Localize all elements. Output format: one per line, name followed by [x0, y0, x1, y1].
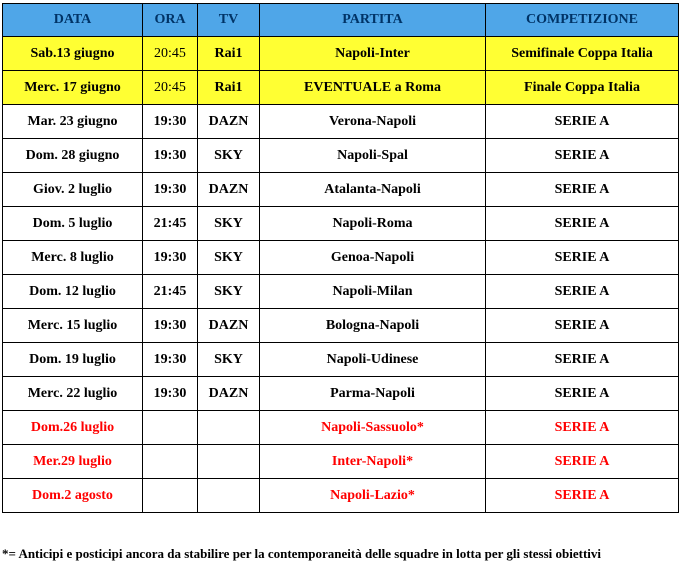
table-row: [3, 37, 679, 71]
cell-partita: Napoli-Roma: [260, 207, 486, 241]
cell-ora: 21:45: [143, 207, 198, 241]
cell-ora: 19:30: [143, 105, 198, 139]
cell-partita: Napoli-Milan: [260, 275, 486, 309]
cell-competizione: SERIE A: [486, 173, 679, 207]
cell-ora: [143, 479, 198, 513]
cell-data: Giov. 2 luglio: [3, 173, 143, 207]
table-row: [3, 207, 679, 241]
cell-ora: 21:45: [143, 275, 198, 309]
cell-competizione: SERIE A: [486, 241, 679, 275]
cell-data: Merc. 15 luglio: [3, 309, 143, 343]
table-row: [3, 139, 679, 173]
cell-data: Merc. 22 luglio: [3, 377, 143, 411]
cell-data: Sab.13 giugno: [3, 37, 143, 71]
table-row: [3, 275, 679, 309]
cell-tv: SKY: [198, 275, 260, 309]
cell-competizione: SERIE A: [486, 309, 679, 343]
table-row: [3, 173, 679, 207]
cell-competizione: SERIE A: [486, 139, 679, 173]
cell-data: Mer.29 luglio: [3, 445, 143, 479]
cell-ora: 20:45: [143, 71, 198, 105]
cell-tv: DAZN: [198, 105, 260, 139]
cell-ora: 20:45: [143, 37, 198, 71]
cell-competizione: SERIE A: [486, 343, 679, 377]
cell-ora: 19:30: [143, 377, 198, 411]
cell-partita: Napoli-Spal: [260, 139, 486, 173]
cell-partita: Parma-Napoli: [260, 377, 486, 411]
schedule-body: [3, 37, 679, 513]
cell-ora: 19:30: [143, 309, 198, 343]
table-row: [3, 479, 679, 513]
cell-ora: [143, 411, 198, 445]
schedule-table: [2, 3, 679, 513]
cell-partita: EVENTUALE a Roma: [260, 71, 486, 105]
cell-tv: DAZN: [198, 173, 260, 207]
cell-competizione: SERIE A: [486, 275, 679, 309]
cell-competizione: SERIE A: [486, 445, 679, 479]
cell-data: Dom.26 luglio: [3, 411, 143, 445]
table-row: [3, 309, 679, 343]
table-row: [3, 241, 679, 275]
cell-competizione: SERIE A: [486, 411, 679, 445]
cell-competizione: SERIE A: [486, 377, 679, 411]
cell-tv: Rai1: [198, 71, 260, 105]
cell-data: Merc. 17 giugno: [3, 71, 143, 105]
cell-partita: Inter-Napoli*: [260, 445, 486, 479]
table-row: [3, 445, 679, 479]
table-row: [3, 343, 679, 377]
cell-partita: Napoli-Udinese: [260, 343, 486, 377]
cell-ora: [143, 445, 198, 479]
cell-tv: DAZN: [198, 377, 260, 411]
table-row: [3, 71, 679, 105]
cell-competizione: SERIE A: [486, 479, 679, 513]
cell-partita: Bologna-Napoli: [260, 309, 486, 343]
footnote: *= Anticipi e posticipi ancora da stabilire per la contemporaneità delle squadre in lotta per gli stessi obiettivi: [2, 546, 602, 561]
header-partita: PARTITA: [260, 4, 486, 37]
cell-competizione: SERIE A: [486, 105, 679, 139]
cell-partita: Napoli-Inter: [260, 37, 486, 71]
cell-partita: Verona-Napoli: [260, 105, 486, 139]
header-competizione: COMPETIZIONE: [486, 4, 679, 37]
header-ora: ORA: [143, 4, 198, 37]
table-row: [3, 105, 679, 139]
cell-data: Dom. 19 luglio: [3, 343, 143, 377]
cell-data: Mar. 23 giugno: [3, 105, 143, 139]
table-row: [3, 377, 679, 411]
cell-competizione: Finale Coppa Italia: [486, 71, 679, 105]
cell-partita: Napoli-Sassuolo*: [260, 411, 486, 445]
cell-tv: [198, 479, 260, 513]
cell-ora: 19:30: [143, 343, 198, 377]
cell-tv: [198, 445, 260, 479]
cell-tv: SKY: [198, 207, 260, 241]
cell-competizione: Semifinale Coppa Italia: [486, 37, 679, 71]
cell-partita: Genoa-Napoli: [260, 241, 486, 275]
cell-tv: Rai1: [198, 37, 260, 71]
cell-ora: 19:30: [143, 241, 198, 275]
header-data: DATA: [3, 4, 143, 37]
header-tv: TV: [198, 4, 260, 37]
cell-tv: DAZN: [198, 309, 260, 343]
cell-ora: 19:30: [143, 139, 198, 173]
cell-tv: SKY: [198, 343, 260, 377]
cell-data: Merc. 8 luglio: [3, 241, 143, 275]
cell-data: Dom. 28 giugno: [3, 139, 143, 173]
table-row: [3, 411, 679, 445]
cell-ora: 19:30: [143, 173, 198, 207]
cell-tv: [198, 411, 260, 445]
cell-data: Dom.2 agosto: [3, 479, 143, 513]
cell-tv: SKY: [198, 241, 260, 275]
header-row: [3, 4, 679, 37]
cell-partita: Atalanta-Napoli: [260, 173, 486, 207]
cell-data: Dom. 5 luglio: [3, 207, 143, 241]
cell-tv: SKY: [198, 139, 260, 173]
cell-data: Dom. 12 luglio: [3, 275, 143, 309]
cell-competizione: SERIE A: [486, 207, 679, 241]
cell-partita: Napoli-Lazio*: [260, 479, 486, 513]
